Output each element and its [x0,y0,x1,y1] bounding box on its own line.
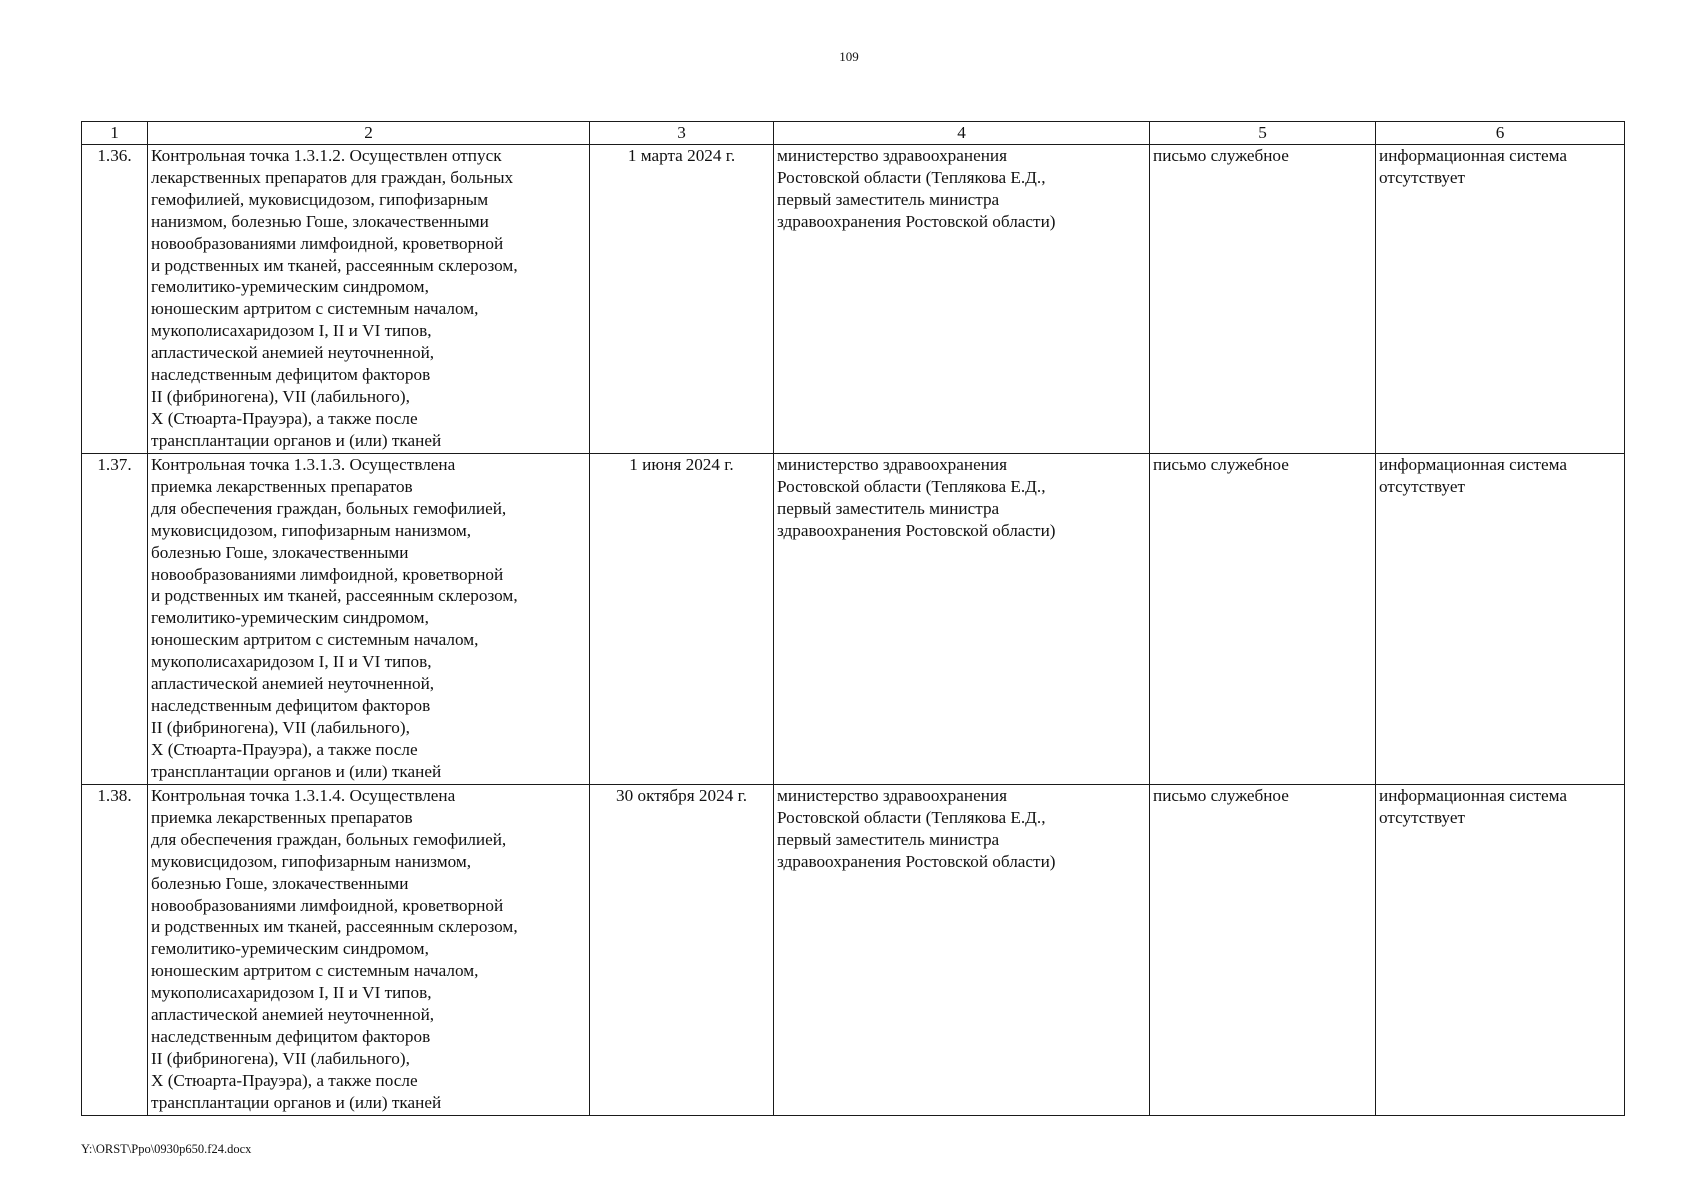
table-row [82,454,1625,785]
row-information-system: информационная система отсутствует [1376,145,1625,454]
row-number: 1.38. [82,785,148,1116]
row-responsible: министерство здравоохранения Ростовской области (Теплякова Е.Д., первый заместитель министра здравоохранения Ростовской области) [774,785,1150,1116]
row-date: 30 октября 2024 г. [590,785,774,1116]
row-document-type: письмо служебное [1150,454,1376,785]
row-description: Контрольная точка 1.3.1.4. Осуществлена приемка лекарственных препаратов для обеспечения граждан, больных гемофилией, муковисцидозом, гипофизарным нанизмом, болезнью Гоше, злокачественными новообразованиями лимфоидной, кроветворной и родственных им тканей, рассеянным склерозом, гемолитико-уремическим синдромом, юношеским артритом с системным началом, мукополисахаридозом I, II и VI типов, апластической анемией неуточненной, наследственным дефицитом факторов II (фибриногена), VII (лабильного), X (Стюарта-Прауэра), а также после трансплантации органов и (или) тканей [148,785,590,1116]
row-document-type: письмо служебное [1150,785,1376,1116]
page-number: 109 [839,49,859,64]
row-date: 1 июня 2024 г. [590,454,774,785]
row-description: Контрольная точка 1.3.1.3. Осуществлена приемка лекарственных препаратов для обеспечения граждан, больных гемофилией, муковисцидозом, гипофизарным нанизмом, болезнью Гоше, злокачественными новообразованиями лимфоидной, кроветворной и родственных им тканей, рассеянным склерозом, гемолитико-уремическим синдромом, юношеским артритом с системным началом, мукополисахаридозом I, II и VI типов, апластической анемией неуточненной, наследственным дефицитом факторов II (фибриногена), VII (лабильного), X (Стюарта-Прауэра), а также после трансплантации органов и (или) тканей [148,454,590,785]
column-header-5: 5 [1150,122,1376,145]
column-header-3: 3 [590,122,774,145]
footer-file-path: Y:\ORST\Ppo\0930p650.f24.docx [81,1142,252,1156]
column-header-2: 2 [148,122,590,145]
table-row [82,145,1625,454]
row-information-system: информационная система отсутствует [1376,785,1625,1116]
row-responsible: министерство здравоохранения Ростовской области (Теплякова Е.Д., первый заместитель министра здравоохранения Ростовской области) [774,145,1150,454]
row-date: 1 марта 2024 г. [590,145,774,454]
row-number: 1.37. [82,454,148,785]
row-description: Контрольная точка 1.3.1.2. Осуществлен отпуск лекарственных препаратов для граждан, больных гемофилией, муковисцидозом, гипофизарным нанизмом, болезнью Гоше, злокачественными новообразованиями лимфоидной, кроветворной и родственных им тканей, рассеянным склерозом, гемолитико-уремическим синдромом, юношеским артритом с системным началом, мукополисахаридозом I, II и VI типов, апластической анемией неуточненной, наследственным дефицитом факторов II (фибриногена), VII (лабильного), X (Стюарта-Прауэра), а также после трансплантации органов и (или) тканей [148,145,590,454]
control-points-table [81,121,1625,1116]
table-row [82,785,1625,1116]
row-number: 1.36. [82,145,148,454]
table-header-row [82,122,1625,145]
column-header-1: 1 [82,122,148,145]
row-document-type: письмо служебное [1150,145,1376,454]
column-header-4: 4 [774,122,1150,145]
column-header-6: 6 [1376,122,1625,145]
row-information-system: информационная система отсутствует [1376,454,1625,785]
row-responsible: министерство здравоохранения Ростовской области (Теплякова Е.Д., первый заместитель министра здравоохранения Ростовской области) [774,454,1150,785]
